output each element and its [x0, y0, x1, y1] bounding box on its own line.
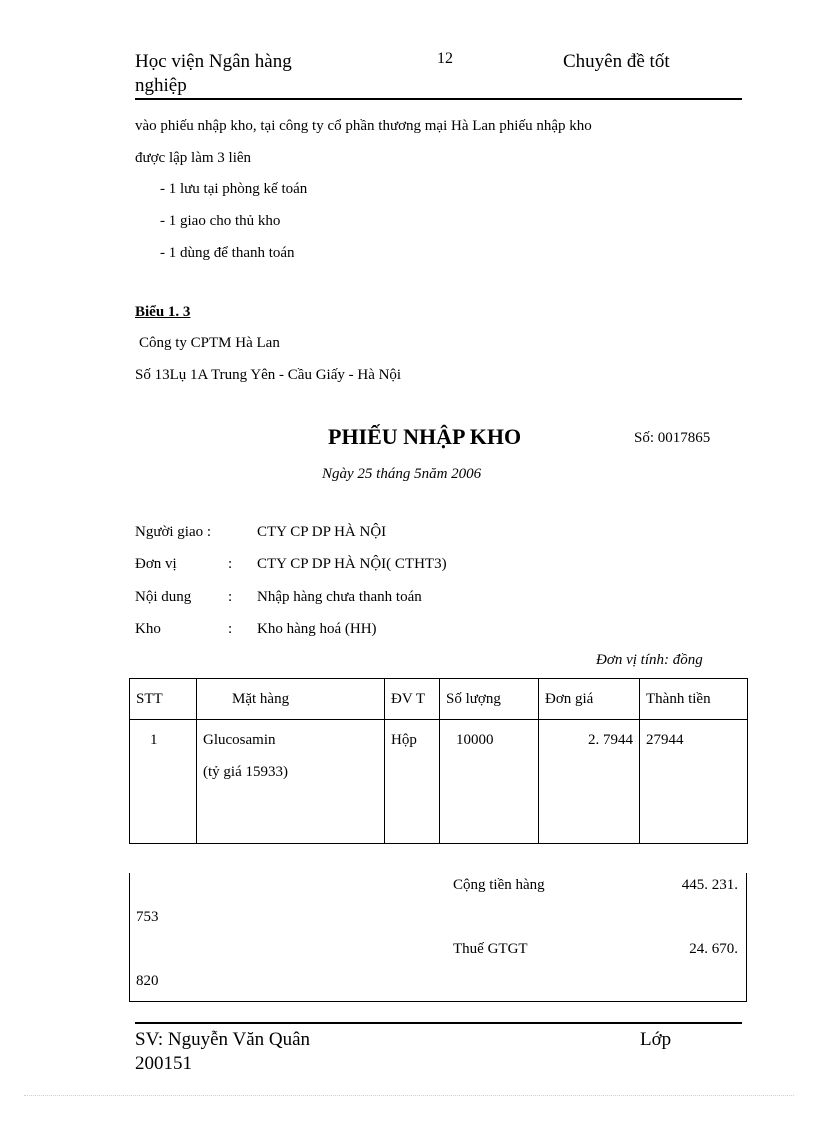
item-name: Glucosamin — [203, 732, 276, 748]
field-label-deliverer: Người giao : — [135, 524, 212, 540]
col-header: STT — [130, 679, 197, 720]
header-divider — [135, 98, 742, 100]
bullet-item: - 1 dùng để thanh toán — [160, 245, 295, 261]
field-value-content: Nhập hàng chưa thanh toán — [257, 589, 422, 605]
intro-line-1: vào phiếu nhập kho, tại công ty cổ phần thương mại Hà Lan phiếu nhập kho — [135, 118, 592, 134]
field-colon: : — [228, 589, 233, 605]
goods-total-label: Cộng tiền hàng — [453, 877, 545, 893]
company-address: Số 13Lụ 1A Trung Yên - Cầu Giấy - Hà Nội — [135, 367, 402, 383]
page-number: 12 — [437, 50, 453, 67]
field-label-unit: Đơn vị — [135, 556, 177, 572]
table-row — [130, 720, 748, 844]
header-school-cont: nghiệp — [135, 75, 187, 96]
item-rate: (tỷ giá 15933) — [203, 764, 288, 780]
footer-student: SV: Nguyễn Văn Quân — [135, 1029, 311, 1050]
goods-total-value-cont: 753 — [136, 909, 159, 925]
exhibit-label: Biểu 1. 3 — [135, 304, 191, 320]
cell-stt: 1 — [130, 720, 197, 844]
company-name: Công ty CPTM Hà Lan — [139, 335, 280, 351]
intro-line-2: được lập làm 3 liên — [135, 150, 252, 166]
goods-total-value: 445. 231. — [681, 877, 738, 893]
bullet-item: - 1 giao cho thủ kho — [160, 213, 281, 229]
form-title: PHIẾU NHẬP KHO — [328, 424, 522, 449]
bullet-item: - 1 lưu tại phòng kế toán — [160, 181, 308, 197]
header-thesis: Chuyên đề tốt — [563, 51, 670, 72]
col-header: Mặt hàng — [197, 679, 385, 720]
cell-total: 27944 — [640, 720, 748, 844]
field-colon: : — [228, 556, 233, 572]
field-value-deliverer: CTY CP DP HÀ NỘI — [257, 524, 387, 540]
summary-block — [129, 873, 747, 1002]
vat-value-cont: 820 — [136, 973, 159, 989]
cell-item — [197, 720, 385, 844]
col-header: Số lượng — [440, 679, 539, 720]
vat-label: Thuế GTGT — [453, 941, 528, 957]
vat-value: 24. 670. — [689, 941, 738, 957]
col-header: Đơn giá — [539, 679, 640, 720]
field-label-content: Nội dung — [135, 589, 192, 605]
footer-divider — [135, 1022, 742, 1024]
footer-student-id: 200151 — [135, 1053, 192, 1074]
form-date: Ngày 25 tháng 5năm 2006 — [322, 466, 482, 482]
field-label-warehouse: Kho — [135, 621, 161, 637]
unit-note: Đơn vị tính: đồng — [596, 652, 703, 668]
page-edge-divider — [24, 1095, 794, 1096]
cell-price: 2. 7944 — [539, 720, 640, 844]
header-school: Học viện Ngân hàng — [135, 51, 292, 72]
col-header: Thành tiền — [640, 679, 748, 720]
cell-qty: 10000 — [440, 720, 539, 844]
footer-class: Lớp — [640, 1029, 672, 1050]
form-number: Số: 0017865 — [634, 430, 711, 446]
field-value-warehouse: Kho hàng hoá (HH) — [257, 621, 377, 637]
cell-unit: Hộp — [385, 720, 440, 844]
goods-table — [129, 678, 748, 844]
field-value-unit: CTY CP DP HÀ NỘI( CTHT3) — [257, 556, 447, 572]
field-colon: : — [228, 621, 233, 637]
col-header: ĐV T — [385, 679, 440, 720]
table-header-row — [130, 679, 748, 720]
